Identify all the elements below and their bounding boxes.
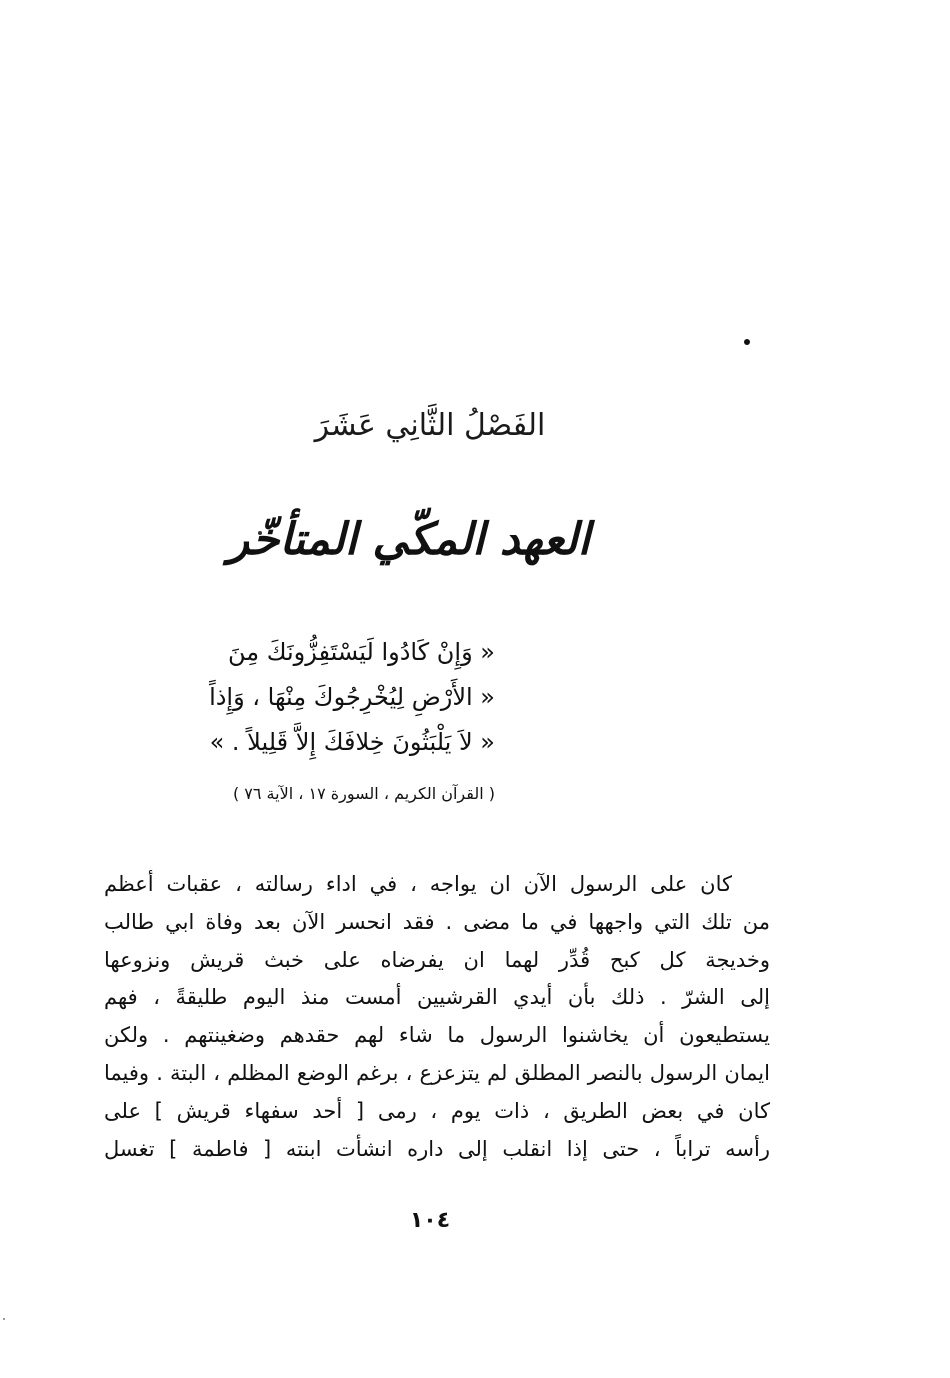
epigraph-line: « لاَ يَلْبَثُونَ خِلافَكَ إِلاَّ قَلِيلاً . » (209, 728, 495, 756)
chapter-label: الفَصْلُ الثَّانِي عَشَرَ (314, 408, 546, 443)
body-line: من تلك التي واجهها في ما مضى . فقد انحسر الآن بعد وفاة ابي طالب (104, 909, 770, 934)
epigraph-line: « وَإِنْ كَادُوا لَيَسْتَفِزُّونَكَ مِنَ (228, 638, 495, 666)
body-paragraph (104, 866, 770, 1168)
ink-dot (744, 339, 750, 345)
body-line: رأسه تراباً ، حتى إذا انقلب إلى داره انشأت ابنته [ فاطمة ] تغسل (104, 1136, 770, 1161)
epigraph-line: « الأَرْضِ لِيُخْرِجُوكَ مِنْهَا ، وَإِذاً (209, 683, 495, 711)
body-line: كان على الرسول الآن ان يواجه ، في اداء رسالته ، عقبات أعظم (104, 872, 732, 896)
body-line: وخديجة كل كبح قُدِّر لهما ان يفرضاه على خبث قريش ونزوعها (104, 947, 770, 972)
body-line: يستطيعون أن يخاشنوا الرسول ما شاء لهم حقدهم وضغينتهم . ولكن (104, 1023, 770, 1048)
body-line: إلى الشرّ . ذلك بأن أيدي القرشيين أمست منذ اليوم طليقةً ، فهم (104, 985, 770, 1010)
chapter-title: العهد المكّي المتأخّر (227, 514, 590, 565)
page-number: ١٠٤ (409, 1208, 451, 1233)
body-line: ايمان الرسول بالنصر المطلق لم يتزعزع ، برغم الوضع المظلم ، البتة . وفيما (104, 1060, 770, 1085)
epigraph-reference: ( القرآن الكريم ، السورة ١٧ ، الآية ٧٦ ) (232, 784, 495, 803)
body-line: كان في بعض الطريق ، ذات يوم ، رمى [ أحد سفهاء قريش ] على (104, 1098, 770, 1123)
quran-epigraph (105, 630, 495, 765)
scan-speck (3, 1318, 5, 1320)
